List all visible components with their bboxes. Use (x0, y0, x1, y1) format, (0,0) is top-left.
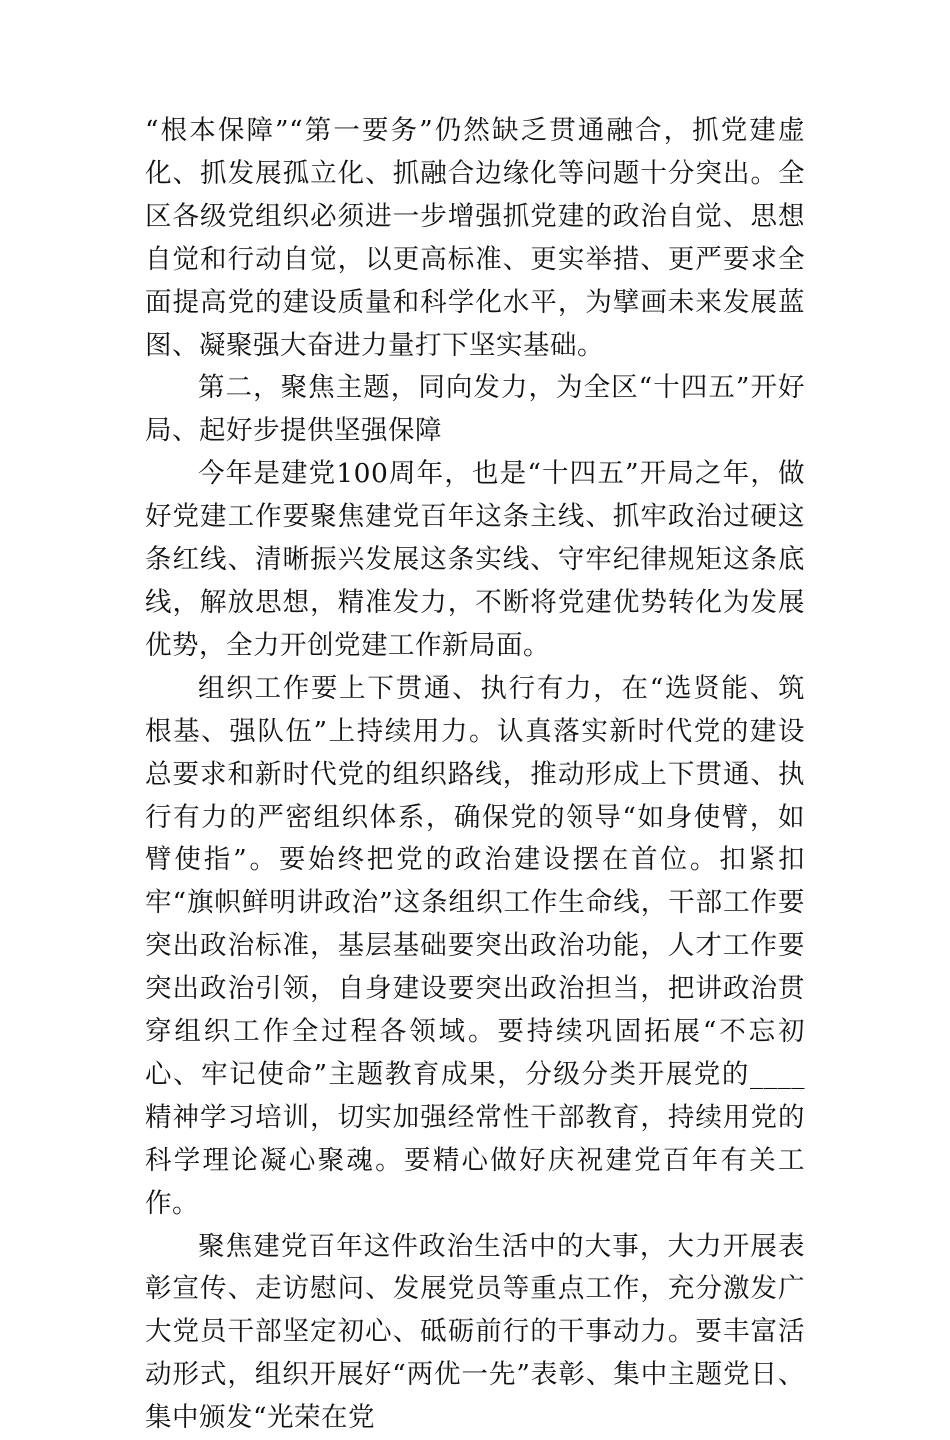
paragraph-3: 今年是建党100周年，也是“十四五”开局之年，做好党建工作要聚焦建党百年这条主线、抓牢政治过硬这条红线、清晰振兴发展这条实线、守牢纪律规矩这条底线，解放思想，精准发力，不断将党建优势转化为发展优势，全力开创党建工作新局面。 (145, 458, 805, 661)
paragraph-1: “根本保障”“第一要务”仍然缺乏贯通融合，抓党建虚化、抓发展孤立化、抓融合边缘化等问题十分突出。全区各级党组织必须进一步增强抓党建的政治自觉、思想自觉和行动自觉，以更高标准、更实举措、更严要求全面提高党的建设质量和科学化水平，为擘画未来发展蓝图、凝聚强大奋进力量打下坚实基础。 (145, 115, 805, 361)
paragraph-5: 聚焦建党百年这件政治生活中的大事，大力开展表彰宣传、走访慰问、发展党员等重点工作，充分激发广大党员干部坚定初心、砥砺前行的干事动力。要丰富活动形式，组织开展好“两优一先”表彰、集中主题党日、集中颁发“光荣在党 (145, 1230, 805, 1434)
paragraph-2-heading: 第二，聚焦主题，同向发力，为全区“十四五”开好局、起好步提供坚强保障 (145, 372, 805, 447)
paragraph-4: 组织工作要上下贯通、执行有力，在“选贤能、筑根基、强队伍”上持续用力。认真落实新时代党的建设总要求和新时代党的组织路线，推动形成上下贯通、执行有力的严密组织体系，确保党的领导“如身使臂，如臂使指”。要始终把党的政治建设摆在首位。扣紧扣牢“旗帜鲜明讲政治”这条组织工作生命线，干部工作要突出政治标准，基层基础要突出政治功能，人才工作要突出政治引领，自身建设要突出政治担当，把讲政治贯穿组织工作全过程各领域。要持续巩固拓展“不忘初心、牢记使命”主题教育成果，分级分类开展党的____精神学习培训，切实加强经常性干部教育，持续用党的科学理论凝心聚魂。要精心做好庆祝建党百年有关工作。 (145, 672, 805, 1219)
document-body (145, 110, 805, 1440)
